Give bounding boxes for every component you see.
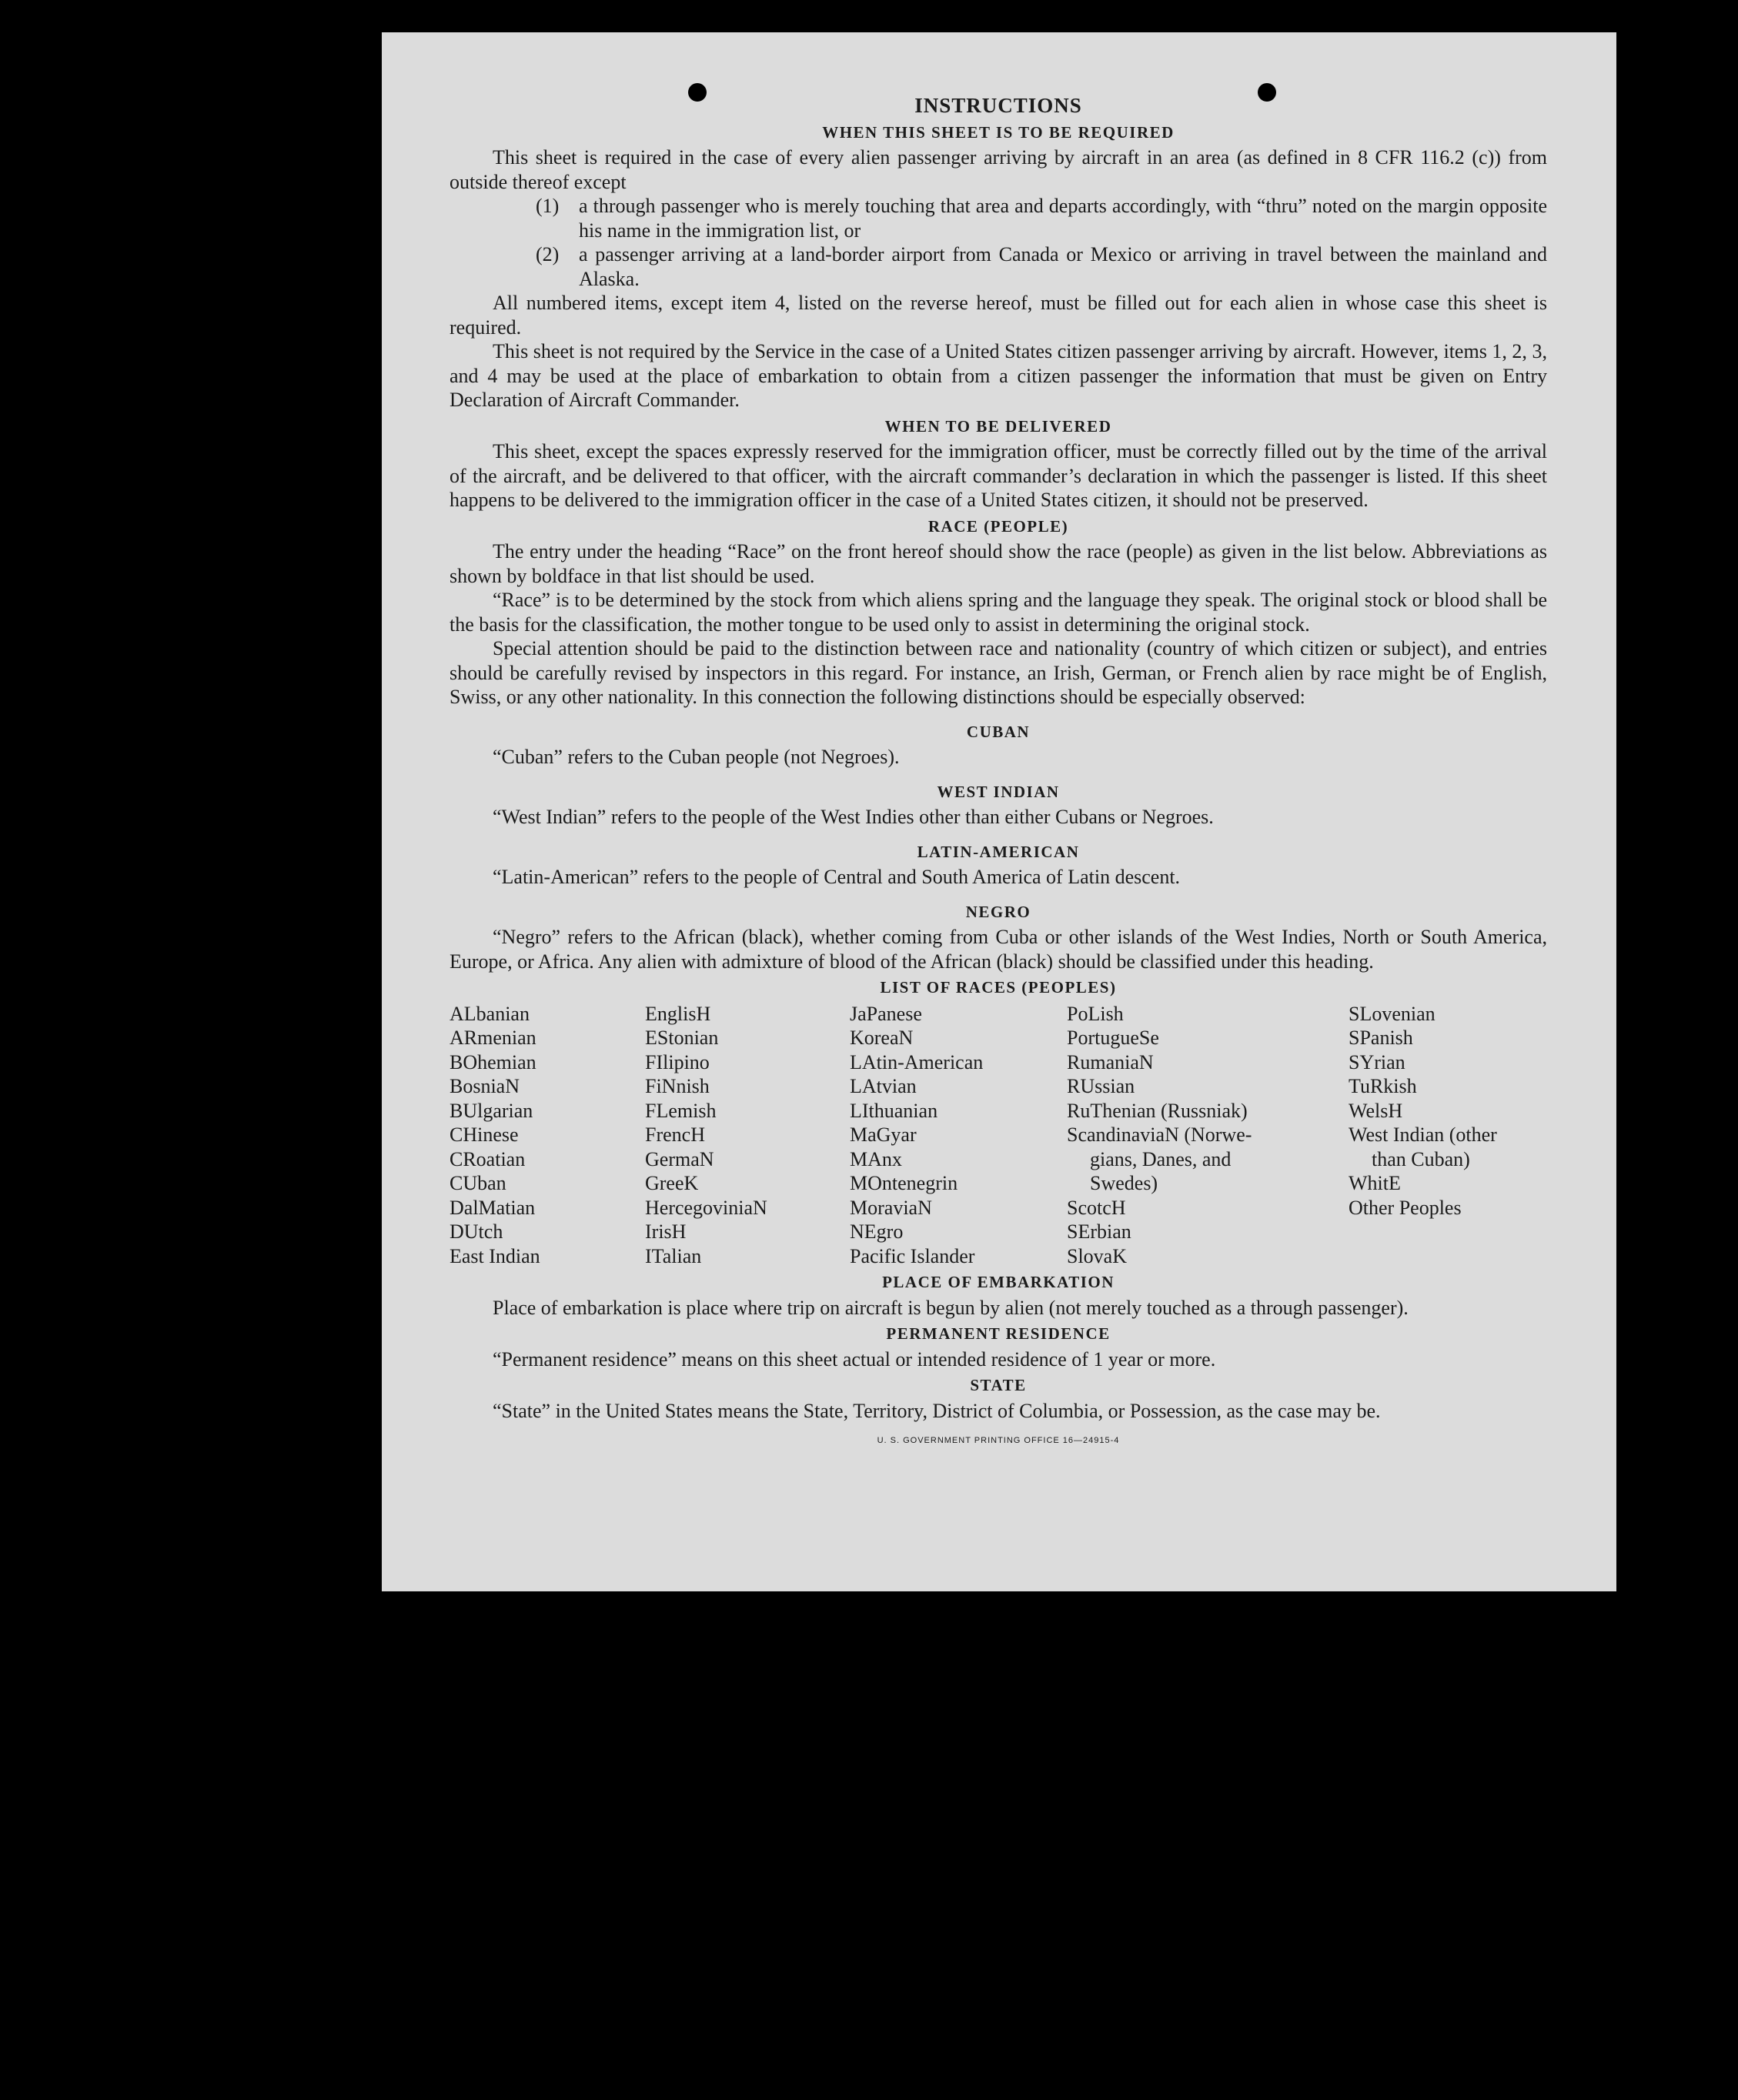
race-entry: RuThenian (Russniak) [1067, 1099, 1248, 1122]
race-entry: SLovenian [1349, 1002, 1436, 1025]
race-entry: DUtch [450, 1220, 503, 1243]
race-entry: TuRkish [1349, 1075, 1417, 1097]
race-entry: BosniaN [450, 1075, 520, 1097]
race-entry: KoreaN [850, 1027, 914, 1049]
race-entry: JaPanese [850, 1002, 922, 1025]
race-entry: RUssian [1067, 1075, 1135, 1097]
race-entry: gians, Danes, and [1090, 1147, 1232, 1170]
race-entry: ITalian [645, 1244, 702, 1267]
races-column-4 [1067, 1002, 1349, 1269]
page-title: INSTRUCTIONS [914, 94, 1082, 117]
races-list [450, 1002, 1547, 1269]
race-entry: GreeK [645, 1172, 699, 1194]
heading-list-of-races: LIST OF RACES (PEOPLES) [880, 978, 1117, 997]
race-entry: ALbanian [450, 1002, 530, 1025]
heading-negro: NEGRO [965, 902, 1031, 921]
heading-permanent-residence: PERMANENT RESIDENCE [886, 1324, 1111, 1343]
heading-west-indian: WEST INDIAN [937, 782, 1060, 801]
instruction-sheet [382, 32, 1616, 1591]
paragraph-cuban: “Cuban” refers to the Cuban people (not Negroes). [493, 746, 900, 768]
race-entry: SYrian [1349, 1050, 1405, 1073]
race-entry: CRoatian [450, 1147, 526, 1170]
race-entry: ScandinaviaN (Norwe- [1067, 1123, 1252, 1146]
race-entry: ScotcH [1067, 1196, 1126, 1219]
paragraph-negro: “Negro” refers to the African (black), whether coming from Cuba or other islands of the West Indies, North or South America, Europe, or Africa. Any alien with admixture of blood of the African (black) should be classified under this heading. [450, 926, 1547, 973]
race-entry: West Indian (other [1349, 1123, 1497, 1146]
race-entry: Pacific Islander [850, 1244, 975, 1267]
race-entry: than Cuban) [1372, 1147, 1470, 1170]
race-entry: BOhemian [450, 1050, 536, 1073]
race-entry: SlovaK [1067, 1244, 1127, 1267]
race-entry: MOntenegrin [850, 1172, 958, 1194]
paragraph-citizen: This sheet is not required by the Service in the case of a United States citizen passenger arriving by aircraft. However, items 1, 2, 3, and 4 may be used at the place of embarkation to obtain from a citizen passenger the information that must be given on Entry Declaration of Aircraft Commander. [450, 340, 1547, 411]
heading-when-required: WHEN THIS SHEET IS TO BE REQUIRED [822, 122, 1175, 142]
races-column-1 [450, 1002, 645, 1269]
list-item [536, 242, 1547, 291]
race-entry: MoraviaN [850, 1196, 932, 1219]
paragraph-required-intro: This sheet is required in the case of every alien passenger arriving by aircraft in an area (as defined in 8 CFR 116.2 (c)) from outside thereof except [450, 146, 1547, 193]
paragraph-embarkation: Place of embarkation is place where trip on aircraft is begun by alien (not merely touched as a through passenger). [493, 1296, 1409, 1319]
race-entry: RumaniaN [1067, 1050, 1154, 1073]
heading-cuban: CUBAN [966, 722, 1031, 741]
races-column-2 [645, 1002, 850, 1269]
race-entry: BUlgarian [450, 1099, 533, 1122]
races-column-5 [1349, 1002, 1547, 1269]
race-entry: LIthuanian [850, 1099, 938, 1122]
race-entry: Swedes) [1090, 1172, 1158, 1194]
race-entry: EStonian [645, 1027, 719, 1049]
paragraph-state: “State” in the United States means the State, Territory, District of Columbia, or Possession, as the case may be. [493, 1399, 1381, 1422]
race-entry: SErbian [1067, 1220, 1131, 1243]
race-entry: GermaN [645, 1147, 714, 1170]
race-entry: East Indian [450, 1244, 540, 1267]
printer-imprint: U. S. GOVERNMENT PRINTING OFFICE 16—24915-4 [877, 1436, 1120, 1445]
paragraph-numbered-items: All numbered items, except item 4, listed on the reverse hereof, must be filled out for each alien in whose case this sheet is required. [450, 292, 1547, 339]
race-entry: LAtin-American [850, 1050, 984, 1073]
list-item-number: (1) [536, 195, 560, 217]
paragraph-latin-american: “Latin-American” refers to the people of Central and South America of Latin descent. [493, 866, 1181, 888]
race-entry: ARmenian [450, 1027, 536, 1049]
race-entry: MaGyar [850, 1123, 917, 1146]
race-entry: WhitE [1349, 1172, 1401, 1194]
sheet-content [450, 94, 1547, 1454]
race-entry: PortugueSe [1067, 1027, 1159, 1049]
heading-latin-american: LATIN-AMERICAN [917, 842, 1080, 861]
race-entry: PoLish [1067, 1002, 1124, 1025]
races-column-3 [850, 1002, 1067, 1269]
race-entry: MAnx [850, 1147, 902, 1170]
paragraph-delivery: This sheet, except the spaces expressly reserved for the immigration officer, must be correctly filled out by the time of the arrival of the aircraft, and be delivered to that officer, with the aircraft commander’s declaration in which the passenger is listed. If this sheet happens to be delivered to the immigration officer in the case of a United States citizen, it should not be preserved. [450, 440, 1547, 511]
list-item [536, 194, 1547, 242]
race-entry: FrencH [645, 1123, 705, 1146]
race-entry: HercegoviniaN [645, 1196, 767, 1219]
list-item-text: a passenger arriving at a land-border airport from Canada or Mexico or arriving in travel between the mainland and Alaska. [579, 243, 1547, 290]
race-entry: FiNnish [645, 1075, 710, 1097]
race-entry: EnglisH [645, 1002, 711, 1025]
race-entry: CHinese [450, 1123, 519, 1146]
paragraph-race-stock: “Race” is to be determined by the stock from which aliens spring and the language they speak. The original stock or blood shall be the basis for the classification, the mother tongue to be used only to assist in determining the original stock. [450, 589, 1547, 636]
race-entry: IrisH [645, 1220, 687, 1243]
paragraph-race-nationality: Special attention should be paid to the distinction between race and nationality (country of which citizen or subject), and entries should be carefully revised by inspectors in this regard. For instance, an Irish, German, or French alien by race might be of English, Swiss, or any other nationality. In this connection the following distinctions should be especially observed: [450, 637, 1547, 708]
heading-place-of-embarkation: PLACE OF EMBARKATION [882, 1273, 1115, 1291]
race-entry: LAtvian [850, 1075, 917, 1097]
race-entry: SPanish [1349, 1027, 1413, 1049]
heading-race: RACE (PEOPLE) [927, 516, 1069, 536]
paragraph-residence: “Permanent residence” means on this sheet actual or intended residence of 1 year or more. [493, 1347, 1216, 1371]
race-entry: DalMatian [450, 1196, 536, 1219]
heading-state: STATE [970, 1376, 1027, 1394]
paragraph-race-entry: The entry under the heading “Race” on the front hereof should show the race (people) as given in the list below. Abbreviations as shown by boldface in that list should be used. [450, 540, 1547, 587]
race-entry: FLemish [645, 1099, 717, 1122]
race-entry: FIlipino [645, 1050, 710, 1073]
race-entry: NEgro [850, 1220, 904, 1243]
race-entry: Other Peoples [1349, 1196, 1462, 1219]
list-item-text: a through passenger who is merely touching that area and departs accordingly, with “thru” noted on the margin opposite his name in the immigration list, or [579, 195, 1547, 242]
paragraph-west-indian: “West Indian” refers to the people of the West Indies other than either Cubans or Negroes. [493, 806, 1214, 828]
heading-when-delivered: WHEN TO BE DELIVERED [884, 416, 1112, 436]
race-entry: CUban [450, 1172, 506, 1194]
list-item-number: (2) [536, 243, 560, 265]
race-entry: WelsH [1349, 1099, 1403, 1122]
